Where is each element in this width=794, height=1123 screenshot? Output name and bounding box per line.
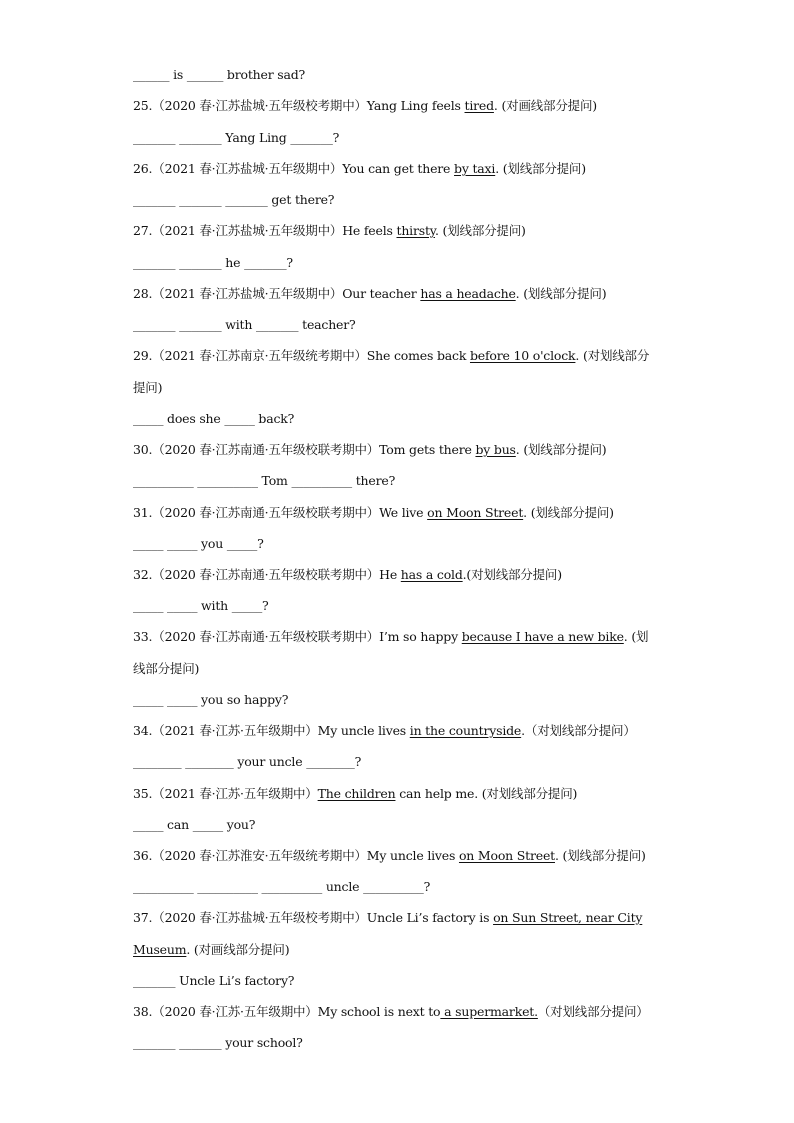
line-text: . (划线部分提问) — [515, 286, 607, 301]
question-28 — [133, 285, 606, 303]
question-32 — [133, 566, 562, 584]
underlined-phrase: has a headache — [420, 286, 516, 301]
question-35 — [133, 785, 577, 803]
question-29-cont — [133, 379, 162, 397]
question-37-cont — [133, 941, 289, 959]
answer-line-31 — [133, 535, 264, 553]
line-text: . (对画线部分提问) — [186, 942, 290, 957]
line-text: _____ _____ you _____? — [133, 536, 264, 551]
line-text: _______ Uncle Li’s factory? — [133, 973, 295, 988]
line-text: . (划线部分提问) — [495, 161, 586, 176]
line-text: . (划线部分提问) — [515, 442, 607, 457]
line-text: . (划线部分提问) — [523, 505, 614, 520]
answer-line-27 — [133, 254, 293, 272]
line-text: ________ ________ your uncle ________? — [133, 754, 362, 769]
underlined-phrase: by bus — [475, 442, 516, 457]
line-text: _____ _____ you so happy? — [133, 692, 289, 707]
line-text: _______ _______ _______ get there? — [133, 192, 335, 207]
line-text: . (对画线部分提问) — [493, 98, 597, 113]
question-33-cont — [133, 660, 199, 678]
underlined-phrase: thirsty — [396, 223, 435, 238]
underlined-phrase: on Moon Street — [458, 848, 555, 863]
line-text: 37.（2020 春·江苏盐城·五年级校考期中）Uncle Li’s factory is — [133, 910, 494, 925]
line-text: 36.（2020 春·江苏淮安·五年级统考期中）My uncle lives — [133, 848, 459, 863]
line-text: . (划线部分提问) — [435, 223, 526, 238]
line-text: 提问) — [133, 380, 163, 395]
question-27 — [133, 222, 526, 240]
answer-line-38 — [133, 1034, 303, 1052]
answer-line-36 — [133, 878, 430, 896]
line-text: _____ can _____ you? — [133, 817, 256, 832]
answer-line-34 — [133, 753, 361, 771]
underlined-phrase: before 10 o'clock — [469, 348, 576, 363]
answer-line-37 — [133, 972, 294, 990]
line-text: __________ __________ Tom __________ there? — [133, 473, 396, 488]
line-text: _______ _______ your school? — [133, 1035, 303, 1050]
line-text: 33.（2020 春·江苏南通·五年级校联考期中）I’m so happy — [133, 629, 462, 644]
question-38 — [133, 1003, 649, 1021]
question-29 — [133, 347, 649, 365]
answer-line-25 — [133, 129, 339, 147]
line-text: can help me. (对划线部分提问) — [395, 786, 578, 801]
line-text: （对划线部分提问） — [537, 1004, 649, 1019]
underlined-phrase: The children — [317, 786, 396, 801]
underlined-phrase: has a cold — [400, 567, 463, 582]
line-text: . (对划线部分 — [575, 348, 650, 363]
line-text: 31.（2020 春·江苏南通·五年级校联考期中）We live — [133, 505, 428, 520]
line-text: 26.（2021 春·江苏盐城·五年级期中）You can get there — [133, 161, 455, 176]
answer-line-26 — [133, 191, 334, 209]
line-text: _______ _______ Yang Ling _______? — [133, 130, 340, 145]
answer-line-28 — [133, 316, 356, 334]
underlined-phrase: by taxi — [454, 161, 496, 176]
line-text: 线部分提问) — [133, 661, 200, 676]
line-text: .（对划线部分提问） — [521, 723, 636, 738]
answer-line-30 — [133, 472, 395, 490]
line-text: . (划 — [623, 629, 649, 644]
line-text: _______ _______ with _______ teacher? — [133, 317, 356, 332]
line-text: 27.（2021 春·江苏盐城·五年级期中）He feels — [133, 223, 397, 238]
question-30 — [133, 441, 606, 459]
underlined-phrase: tired — [464, 98, 494, 113]
line-text: 32.（2020 春·江苏南通·五年级校联考期中）He — [133, 567, 401, 582]
line-text: _______ _______ he _______? — [133, 255, 293, 270]
underlined-phrase: a supermarket. — [440, 1004, 538, 1019]
answer-line-29 — [133, 410, 294, 428]
line-text: 29.（2021 春·江苏南京·五年级统考期中）She comes back — [133, 348, 470, 363]
line-text: 30.（2020 春·江苏南通·五年级校联考期中）Tom gets there — [133, 442, 476, 457]
answer-line-24 — [133, 66, 305, 84]
question-37 — [133, 909, 642, 927]
line-text: 35.（2021 春·江苏·五年级期中） — [133, 786, 318, 801]
underlined-phrase: in the countryside — [409, 723, 522, 738]
line-text: 34.（2021 春·江苏·五年级期中）My uncle lives — [133, 723, 410, 738]
question-31 — [133, 504, 614, 522]
question-33 — [133, 628, 648, 646]
line-text: ______ is ______ brother sad? — [133, 67, 306, 82]
line-text: 25.（2020 春·江苏盐城·五年级校考期中）Yang Ling feels — [133, 98, 465, 113]
answer-line-32 — [133, 597, 269, 615]
line-text: _____ _____ with _____? — [133, 598, 269, 613]
question-36 — [133, 847, 646, 865]
question-34 — [133, 722, 636, 740]
underlined-phrase: on Sun Street, near City — [493, 910, 643, 925]
question-26 — [133, 160, 586, 178]
answer-line-35 — [133, 816, 255, 834]
answer-line-33 — [133, 691, 288, 709]
underlined-phrase: because I have a new bike — [461, 629, 624, 644]
line-text: . (划线部分提问) — [554, 848, 646, 863]
underlined-phrase: on Moon Street — [427, 505, 524, 520]
question-25 — [133, 97, 597, 115]
line-text: _____ does she _____ back? — [133, 411, 295, 426]
line-text: .(对划线部分提问) — [462, 567, 562, 582]
underlined-phrase: Museum — [133, 942, 187, 957]
line-text: 38.（2020 春·江苏·五年级期中）My school is next to — [133, 1004, 441, 1019]
line-text: __________ __________ __________ uncle __________? — [133, 879, 431, 894]
line-text: 28.（2021 春·江苏盐城·五年级期中）Our teacher — [133, 286, 421, 301]
